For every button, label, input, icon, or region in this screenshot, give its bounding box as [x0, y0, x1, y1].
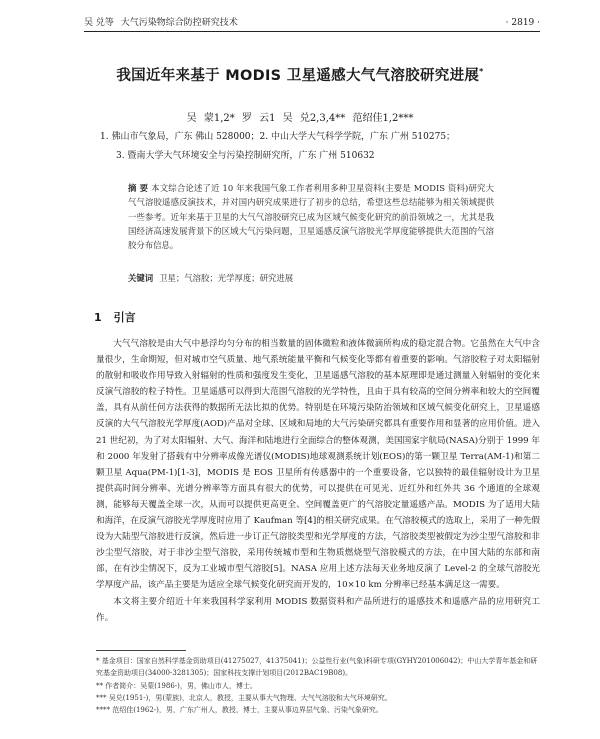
footnote-4: **** 范绍佳(1962-)，男，广东广州人，教授，博士，主要从事边界层气象、污染气象研究。 [96, 706, 383, 715]
footnote-rule [96, 650, 186, 651]
keywords [128, 272, 494, 284]
title-footnote-mark: * [479, 67, 484, 77]
abstract-label: 摘 要 [128, 183, 149, 193]
page-number: · 2819 · [505, 18, 540, 28]
paper-title [0, 64, 600, 85]
author-list: 吴 蒙1,2* 罗 云1 吴 兑2,3,4** 范绍佳1,2*** [186, 113, 414, 124]
running-header [84, 12, 540, 28]
abstract [128, 181, 494, 252]
affiliation-line-1: 1. 佛山市气象局，广东 佛山 528000；2. 中山大学大气科学学院，广东 广州 510275； [100, 132, 456, 142]
section-heading [94, 309, 136, 325]
footnote-3: *** 吴兑(1951-)，男(蒙族)，北京人，教授，主要从事大气物理、大气气溶胶和大气环境研究。 [96, 693, 392, 702]
footnote-2: ** 作者简介：吴蒙(1986-)，男，佛山市人，博士。 [96, 681, 257, 690]
body-paragraph-1: 大气气溶胶是由大气中悬浮均匀分布的相当数量的固体微粒和液体微滴所构成的稳定混合物。它虽然在大气中含量很少，生命期短，但对城市空气质量、地气系统能量平衡和气候变化等都有着重要的影响。气溶胶粒子对太阳辐射的散射和吸收作用导致入射辐射的性质和强度发生变化，卫星遥感气溶胶的基本原理即是通过测量入射辐射的变化来反演气溶胶的粒子特性。卫星遥感可以得到大范围气溶胶的光学特性，且由于具有较高的空间分辨率和较大的空间覆盖，具有从前任何方法获得的数据所无法比拟的优势。特别是在环境污染防治领域和区域气候变化研究上，卫星遥感反演的大气气溶胶光学厚度(AOD)产品对全球、区域和局地的大气污染研究都具有重要作用和显著的应用价值。进入 21 世纪初，为了对太阳辐射、大气、海洋和陆地进行全面综合的整体观测，美国国家宇航局(NASA)分别于 1999 年和 2000 年发射了搭载有中分辨率成像光谱仪(MODIS)地球观测系统计划(EOS)的第一颗卫星 Terra(AM-1)和第二颗卫星 Aqua(PM-1)[1-3]，MODIS 是 EOS 卫星所有传感器中的一个重要设备，它以独特的最佳辐射设计为卫星提供高时间分辨率、光谱分辨率等方面具有很大的优势，可以提供在可见光、近红外和红外共 36 个通道的全球观测，能够每天覆盖全球一次，从而可以提供更高更全、空间覆盖更广的气溶胶定量遥感产品。MODIS 为了适用大陆和海洋，在反演气溶胶光学厚度时应用了 Kaufman 等[4]的相关研究成果。在气溶胶模式的选取上，采用了一种先假设为大陆型气溶胶进行反演，然后进一步订正气溶胶类型和光学厚度的方法，气溶胶类型被假定为沙尘型气溶胶和非沙尘型气溶胶，对于非沙尘型气溶胶，采用传统城市型和生物质燃烧型气溶胶模式的方法，在中国大陆的东部和南部，在有沙尘情况下，反为工业城市型气溶胶[5]。NASA 应用上述方法每天业务地反演了 Level-2 的全球气溶胶光学厚度产品，该产品主要是为适应全球气候变化研究而开发的，10×10 km 分辨率已经基本满足这一需要。 [96, 339, 540, 591]
footnote-1: * 基金项目：国家自然科学基金资助项目(41275027，41375041)；公益性行业(气象)科研专项(GYHY201006042)；中山大学青年基金和研究基金资助项目(34000-3281305)；国家科技支撑计划项目(2012BAC19B08)。 [96, 657, 538, 678]
footnotes [96, 655, 540, 716]
body-paragraph-2: 本文将主要介绍近十年来我国科学家利用 MODIS 数据资料和产品所进行的遥感技术和遥感产品的应用研究工作。 [96, 596, 540, 623]
keywords-text: 卫星；气溶胶；光学厚度；研究进展 [159, 273, 294, 283]
header-running-title: 大气污染物综合防控研究技术 [120, 18, 238, 28]
keywords-label: 关键词 [128, 273, 154, 283]
header-author: 吴 兑等 [84, 18, 114, 28]
affiliation-line-2: 3. 暨南大学大气环境安全与污染控制研究所，广东 广州 510632 [116, 151, 375, 161]
abstract-text: 本文综合论述了近 10 年来我国气象工作者利用多种卫星资料(主要是 MODIS 资料)研究大气气溶胶遥感反演技术，并对国内研究成果进行了初步的总结，希望这些总结能够为相关领域提供一些参考。近年来基于卫星的大气气溶胶研究已成为区域气候变化研究的前沿领域之一，尤其是我国经济高速发展背景下的区域大气污染问题，卫星遥感反演气溶胶光学厚度能够提供大范围的气溶胶分布信息。 [128, 183, 494, 251]
header-rule [84, 31, 540, 32]
section-title: 引言 [113, 311, 136, 324]
running-header-left [84, 15, 242, 28]
paper-title-text: 我国近年来基于 MODIS 卫星遥感大气气溶胶研究进展 [116, 68, 480, 84]
body-text [96, 336, 540, 626]
section-number: 1 [94, 311, 102, 324]
